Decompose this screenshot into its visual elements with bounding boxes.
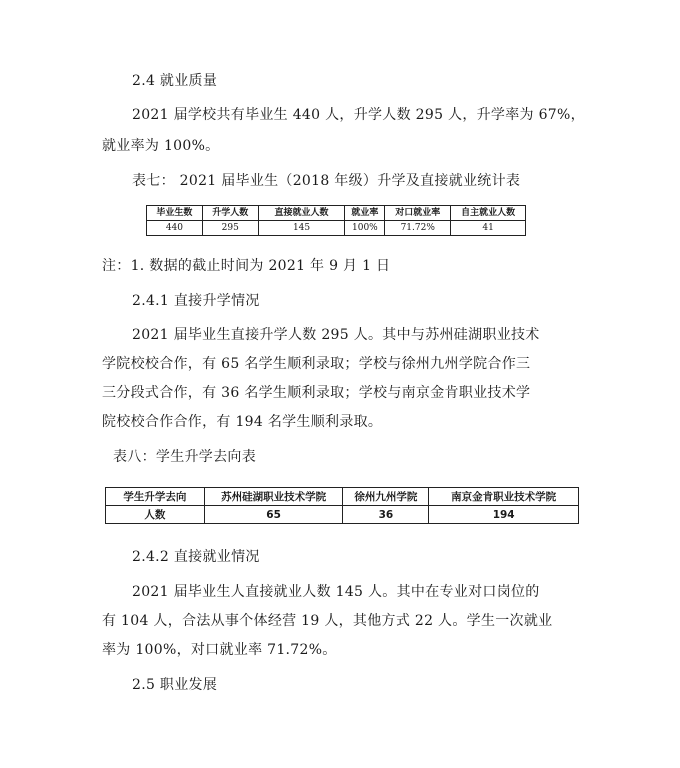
section-2-4-1-paragraph-line: 2021 届毕业生直接升学人数 295 人。其中与苏州硅湖职业技术 <box>132 327 540 343</box>
table-7-header-cell: 对口就业率 <box>385 206 451 221</box>
table-8 <box>105 487 579 524</box>
table-7-header-cell: 毕业生数 <box>147 206 203 221</box>
table-8-row-label: 人数 <box>106 506 205 524</box>
section-2-4-2-paragraph-line: 2021 届毕业生人直接就业人数 145 人。其中在专业对口岗位的 <box>132 584 540 600</box>
table-8-cell: 194 <box>429 506 579 524</box>
table-7-header-row <box>147 206 526 221</box>
table-8-header-cell: 苏州硅湖职业技术学院 <box>204 488 343 506</box>
table-8-cell: 36 <box>343 506 429 524</box>
section-2-5-title: 2.5 职业发展 <box>132 677 218 693</box>
note: 注：1. 数据的截止时间为 2021 年 9 月 1 日 <box>102 258 391 274</box>
table-7-header-cell: 直接就业人数 <box>258 206 345 221</box>
section-2-4-paragraph-line-1: 2021 届学校共有毕业生 440 人，升学人数 295 人，升学率为 67%， <box>132 107 585 123</box>
table-8-header-cell: 学生升学去向 <box>106 488 205 506</box>
section-2-4-paragraph-line-2: 就业率为 100%。 <box>102 138 220 154</box>
table-7-cell: 295 <box>202 221 258 236</box>
table-7-caption: 表七： 2021 届毕业生（2018 年级）升学及直接就业统计表 <box>132 173 521 189</box>
table-8-header-cell: 南京金肯职业技术学院 <box>429 488 579 506</box>
table-7-cell: 440 <box>147 221 203 236</box>
section-2-4-1-paragraph-line: 院校校合作合作，有 194 名学生顺利录取。 <box>102 414 383 430</box>
table-7-header-cell: 自主就业人数 <box>451 206 526 221</box>
section-2-4-2-paragraph-line: 有 104 人，合法从事个体经营 19 人，其他方式 22 人。学生一次就业 <box>102 613 553 629</box>
section-2-4-1-title: 2.4.1 直接升学情况 <box>132 293 260 309</box>
section-2-4-1-paragraph-line: 学院校校合作，有 65 名学生顺利录取；学校与徐州九州学院合作三 <box>102 356 531 372</box>
table-7 <box>146 205 526 236</box>
section-2-4-title: 2.4 就业质量 <box>132 73 218 89</box>
table-8-cell: 65 <box>204 506 343 524</box>
table-7-cell: 71.72% <box>385 221 451 236</box>
section-2-4-1-paragraph-line: 三分段式合作，有 36 名学生顺利录取；学校与南京金肯职业技术学 <box>102 385 531 401</box>
table-7-cell: 145 <box>258 221 345 236</box>
table-8-caption: 表八：学生升学去向表 <box>113 449 256 465</box>
table-8-header-cell: 徐州九州学院 <box>343 488 429 506</box>
table-7-cell: 100% <box>345 221 385 236</box>
section-2-4-2-title: 2.4.2 直接就业情况 <box>132 549 260 565</box>
table-7-data-row <box>147 221 526 236</box>
section-2-4-2-paragraph-line: 率为 100%，对口就业率 71.72%。 <box>102 642 337 658</box>
table-8-header-row <box>106 488 579 506</box>
table-7-header-cell: 升学人数 <box>202 206 258 221</box>
table-7-header-cell: 就业率 <box>345 206 385 221</box>
table-8-data-row <box>106 506 579 524</box>
table-7-cell: 41 <box>451 221 526 236</box>
